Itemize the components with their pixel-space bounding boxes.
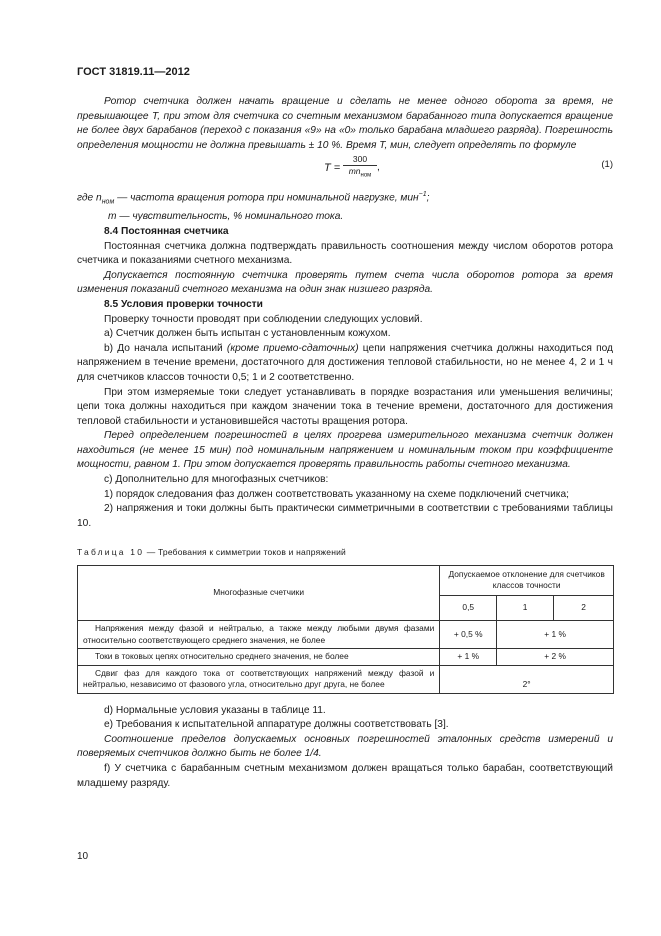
paragraph-8-4-b: Допускается постоянную счетчика проверять путем счета числа оборотов ротора за время изменения показаний счетного механизма на один знак низшего разряда. [77,269,613,296]
item-a: a) Счетчик должен быть испытан с установленным кожухом. [104,328,391,340]
formula-lhs: T = [324,162,341,175]
formula-number: (1) [601,159,613,171]
table-10 [77,565,614,694]
row-label-phase-shift: Сдвиг фаз для каждого тока от соответствующих напряжений между фазой и нейтралью, независимо от фазового угла, относительно друг друга, не более [78,665,440,693]
header-class-2: 2 [554,595,614,620]
row-label-voltage: Напряжения между фазой и нейтралью, а также между любыми двумя фазами относительно соответствующего среднего значения, не более [78,621,440,649]
formula-1 [77,154,613,184]
header-class-0-5: 0,5 [440,595,497,620]
row-label-current: Токи в токовых цепях относительно среднего значения, не более [78,649,440,666]
formula-numerator: 300 [343,154,377,166]
table-row [78,665,614,693]
heading-8-5: 8.5 Условия проверки точности [104,298,263,310]
page-number: 10 [77,851,89,862]
paragraph-8-4-a: Постоянная счетчика должна подтверждать правильность соотношения между числом оборотов ротора счетчика и показаниями счетного механизма. [77,240,613,267]
page-body [77,95,613,791]
table-row [78,649,614,666]
cell-phase-shift: 2° [440,665,614,693]
header-multiphase-meters: Многофазные счетчики [78,566,440,621]
formula-denominator: $mn_{ном}$ [348,166,372,180]
item-c: c) Дополнительно для многофазных счетчиков: [104,474,329,486]
formula-fraction [343,154,377,182]
paragraph-rotor-start: Ротор счетчика должен начать вращение и сделать не менее одного оборота за время, не превышающее T, при этом для счетчика со счетным механизмом барабанного типа допускается вращение не более двух барабанов (переход с показания «9» на «0» только барабана младшего разряда). Погрешность определения мощности не должна превышать ± 10 %. Время T, мин, следует определять по формуле [77,96,613,151]
item-b: b) До начала испытаний (кроме приемо-сдаточных) цепи напряжения счетчика должны находиться под напряжением в течение времени, достаточного для достижения тепловой стабильности, но не менее 4, 2 и 1 ч для счетчиков классов точности 0,5; 1 и 2 соответственно. [77,342,613,383]
paragraph-error-ratio: Соотношение пределов допускаемых основных погрешностей эталонных средств измерений и поверяемых счетчиков должно быть не более 1/4. [77,733,613,760]
cell-voltage-1-2: + 1 % [497,621,614,649]
table-caption: Таблица 10 — Требования к симметрии токов и напряжений [77,547,347,558]
header-class-1: 1 [497,595,554,620]
header-permissible-deviation: Допускаемое отклонение для счетчиков классов точности [440,566,614,596]
paragraph-8-5: Проверку точности проводят при соблюдении следующих условий. [104,313,423,325]
paragraph-current-setting: При этом измеряемые токи следует устанавливать в порядке возрастания или уменьшения величины; цепи тока должны находиться при каждом значении тока в течение времени, достаточного для достижения тепловой стабильности и установившейся частоты вращения ротора. [77,386,613,427]
heading-8-4: 8.4 Постоянная счетчика [104,225,229,237]
page-header: ГОСТ 31819.11—2012 [77,66,190,78]
paragraph-warmup: Перед определением погрешностей в целях прогрева измерительного механизма счетчик должен находиться (не менее 15 мин) под номинальным напряжением и номинальным током при коэффициенте мощности, равном 1. При этом допускается проверять правильность работы счетного механизма. [77,430,613,471]
item-e: e) Требования к испытательной аппаратуре должны соответствовать [3]. [104,719,449,731]
item-f: f) У счетчика с барабанным счетным механизмом должен вращаться только барабан, соответствующий младшему разряду. [77,762,613,789]
item-c-1: 1) порядок следования фаз должен соответствовать указанному на схеме подключений счетчика; [104,488,569,500]
item-d: d) Нормальные условия указаны в таблице 11. [104,704,326,716]
cell-current-1-2: + 2 % [497,649,614,666]
where-line-1: где $n_{ном}$ — частота вращения ротора при номинальной нагрузке, мин$^{-1}$; [77,191,430,206]
table-row [78,621,614,649]
where-line-2: m — чувствительность, % номинального тока. [108,211,344,223]
item-c-2: 2) напряжения и токи должны быть практически симметричными в соответствии с требованиями таблицы 10. [77,503,613,529]
cell-voltage-0-5: + 0,5 % [440,621,497,649]
formula-comma: , [377,162,380,174]
cell-current-0-5: + 1 % [440,649,497,666]
